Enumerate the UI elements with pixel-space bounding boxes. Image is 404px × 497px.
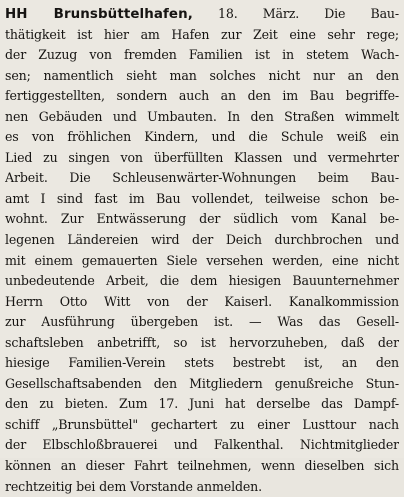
article-line-13: mit einem gemauerten Siele versehen werden, eine nicht <box>5 252 399 268</box>
article-line-17: schaftsleben anbetrifft, so ist hervorzuheben, daß der <box>5 334 399 350</box>
article-line-21: schiff „Brunsbüttel" gechartert zu einer Lusttour nach <box>5 416 399 432</box>
article-line-2: thätigkeit ist hier am Hafen zur Zeit eine sehr rege; <box>5 26 399 42</box>
article-line-11: wohnt. Zur Entwässerung der südlich vom Kanal be- <box>5 211 399 227</box>
article-line-15: Herrn Otto Witt von der Kaiserl. Kanalkommission <box>5 293 399 309</box>
article-line-6: nen Gebäuden und Umbauten. In den Straßen wimmelt <box>5 108 399 124</box>
article-line-3: der Zuzug von fremden Familien ist in stetem Wach- <box>5 47 399 63</box>
article-line-16: zur Ausführung übergeben ist. — Was das Gesell- <box>5 314 399 330</box>
article-line-12: legenen Ländereien wird der Deich durchbrochen und <box>5 232 399 248</box>
article-line-7: es von fröhlichen Kindern, und die Schule weiß ein <box>5 129 399 145</box>
article-line-10: amt I sind fast im Bau vollendet, teilweise schon be- <box>5 190 399 206</box>
article-line-23: können an dieser Fahrt teilnehmen, wenn dieselben sich <box>5 458 399 474</box>
article-line-18: hiesige Familien-Verein stets bestrebt ist, an den <box>5 355 399 371</box>
article-line-14: unbedeutende Arbeit, die dem hiesigen Bauunternehmer <box>5 273 399 289</box>
article-line-20: den zu bieten. Zum 17. Juni hat derselbe das Dampf- <box>5 396 399 412</box>
article-line-4: sen; namentlich sieht man solches nicht nur an den <box>5 67 399 83</box>
article-text-1: Die Bau- <box>324 6 399 21</box>
article-line-9: Arbeit. Die Schleusenwärter-Wohnungen beim Bau- <box>5 170 399 186</box>
article-line-22: der Elbschloßbrauerei und Falkenthal. Nichtmitglieder <box>5 437 399 453</box>
article-date: 18. März. <box>218 6 300 21</box>
article-line-1 <box>5 4 399 25</box>
article-line-24: rechtzeitig bei dem Vorstande anmelden. <box>5 478 262 494</box>
dateline: HH Brunsbüttelhafen, <box>5 7 193 22</box>
article-line-19: Gesellschaftsabenden den Mitgliedern genußreiche Stun- <box>5 375 399 391</box>
article-line-5: fertiggestellten, sondern auch an den im Bau begriffe- <box>5 88 399 104</box>
article-line-8: Lied zu singen von überfüllten Klassen und vermehrter <box>5 149 399 165</box>
